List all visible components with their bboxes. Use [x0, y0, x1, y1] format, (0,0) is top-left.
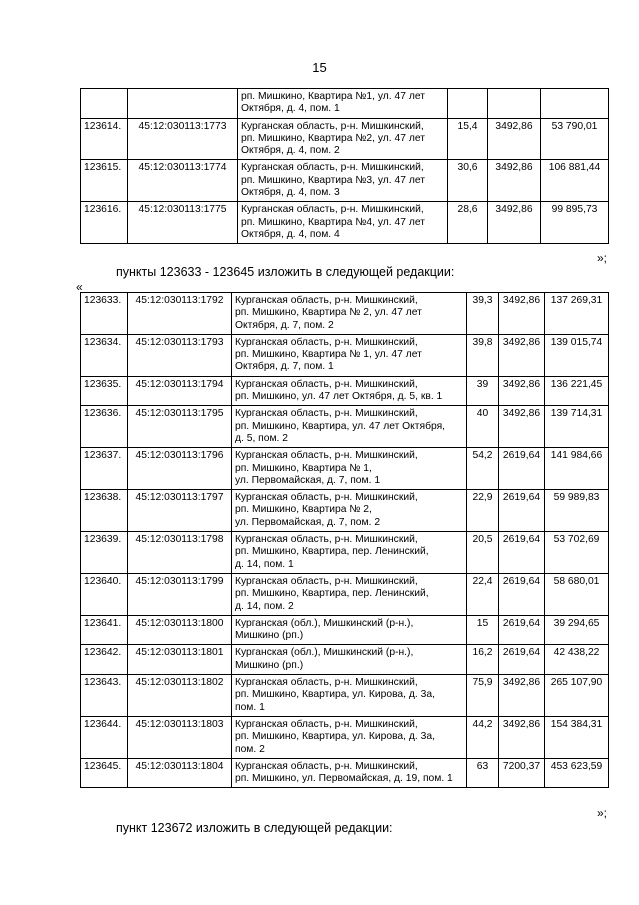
cell-sum: 136 221,45	[545, 376, 609, 406]
cell-sum: 58 680,01	[545, 573, 609, 615]
cell-rate: 2619,64	[499, 645, 545, 675]
cell-number: 123645.	[81, 758, 128, 788]
cell-area: 44,2	[467, 716, 499, 758]
cell-number: 123639.	[81, 532, 128, 574]
cell-sum: 137 269,31	[545, 293, 609, 335]
cell-area: 54,2	[467, 448, 499, 490]
cell-rate: 3492,86	[499, 675, 545, 717]
cell-rate: 3492,86	[488, 160, 541, 202]
cell-address	[232, 334, 467, 376]
cell-address	[232, 758, 467, 788]
address-line: Октября, д. 4, пом. 4	[241, 228, 340, 240]
cell-cadastral-number: 45:12:030113:1795	[128, 406, 232, 448]
table-body-2	[81, 293, 609, 788]
cell-area: 39	[467, 376, 499, 406]
address-line: Курганская область, р-н. Мишкинский,	[235, 378, 418, 390]
cell-cadastral-number: 45:12:030113:1792	[128, 293, 232, 335]
cell-address	[232, 406, 467, 448]
address-line: рп. Мишкино, Квартира №3, ул. 47 лет	[241, 174, 425, 186]
cell-number	[81, 89, 128, 119]
cell-number: 123634.	[81, 334, 128, 376]
cell-number: 123638.	[81, 490, 128, 532]
address-line: рп. Мишкино, Квартира № 1, ул. 47 лет	[235, 349, 422, 361]
cell-sum: 453 623,59	[545, 758, 609, 788]
cell-rate: 2619,64	[499, 532, 545, 574]
table-row	[81, 160, 609, 202]
cell-address	[232, 645, 467, 675]
opening-quote: «	[76, 280, 83, 294]
address-line: Курганская область, р-н. Мишкинский,	[235, 295, 418, 306]
cell-rate: 3492,86	[488, 118, 541, 160]
cell-sum: 53 702,69	[545, 532, 609, 574]
address-line: Октября, д. 4, пом. 3	[241, 187, 340, 199]
cell-sum: 141 984,66	[545, 448, 609, 490]
cell-area: 75,9	[467, 675, 499, 717]
address-line: Курганская область, р-н. Мишкинский,	[241, 162, 424, 174]
closing-quote-2: »;	[596, 806, 607, 820]
cell-address	[232, 293, 467, 335]
address-line: рп. Мишкино, Квартира № 2,	[235, 504, 372, 516]
address-line: Курганская область, р-н. Мишкинский,	[235, 450, 418, 462]
address-line: Курганская область, р-н. Мишкинский,	[235, 718, 418, 730]
instruction-text-1: пункты 123633 - 123645 изложить в следующей редакции:	[116, 265, 455, 279]
cell-number: 123615.	[81, 160, 128, 202]
cell-sum: 59 989,83	[545, 490, 609, 532]
cell-area: 63	[467, 758, 499, 788]
cell-area: 22,9	[467, 490, 499, 532]
cell-sum: 53 790,01	[541, 118, 609, 160]
address-line: рп. Мишкино, Квартира № 1,	[235, 462, 372, 474]
cell-rate: 3492,86	[499, 376, 545, 406]
table-row	[81, 202, 609, 244]
address-line: Мишкино (рп.)	[235, 659, 304, 671]
table-row	[81, 573, 609, 615]
cell-rate: 2619,64	[499, 448, 545, 490]
address-line: рп. Мишкино, Квартира, ул. Кирова, д. 3а,	[235, 731, 435, 743]
address-line: рп. Мишкино, Квартира №2, ул. 47 лет	[241, 132, 425, 144]
address-line: рп. Мишкино, Квартира, пер. Ленинский,	[235, 546, 429, 558]
table-row	[81, 118, 609, 160]
address-line: рп. Мишкино, Квартира №1, ул. 47 лет	[241, 91, 425, 102]
cell-sum: 42 438,22	[545, 645, 609, 675]
cell-cadastral-number: 45:12:030113:1798	[128, 532, 232, 574]
cell-area	[448, 89, 488, 119]
address-line: Октября, д. 7, пом. 2	[235, 319, 334, 331]
cell-number: 123644.	[81, 716, 128, 758]
address-line: Октября, д. 4, пом. 2	[241, 145, 340, 157]
address-line: Курганская (обл.), Мишкинский (р-н.),	[235, 617, 414, 629]
cell-cadastral-number: 45:12:030113:1797	[128, 490, 232, 532]
address-line: пом. 2	[235, 743, 265, 755]
address-line: Курганская область, р-н. Мишкинский,	[235, 336, 418, 348]
cell-cadastral-number: 45:12:030113:1773	[128, 118, 238, 160]
table-row	[81, 406, 609, 448]
cell-number: 123636.	[81, 406, 128, 448]
cell-sum: 154 384,31	[545, 716, 609, 758]
cell-cadastral-number: 45:12:030113:1801	[128, 645, 232, 675]
cell-address	[232, 615, 467, 645]
cell-area: 39,3	[467, 293, 499, 335]
cell-area: 28,6	[448, 202, 488, 244]
address-line: пом. 1	[235, 701, 265, 713]
address-line: Курганская область, р-н. Мишкинский,	[235, 408, 418, 420]
address-line: ул. Первомайская, д. 7, пом. 1	[235, 474, 381, 486]
address-line: рп. Мишкино, Квартира №4, ул. 47 лет	[241, 216, 425, 228]
address-line: Курганская (обл.), Мишкинский (р-н.),	[235, 647, 414, 659]
cell-area: 39,8	[467, 334, 499, 376]
cell-cadastral-number: 45:12:030113:1800	[128, 615, 232, 645]
cell-area: 20,5	[467, 532, 499, 574]
cell-sum	[541, 89, 609, 119]
table-row	[81, 89, 609, 119]
cell-address	[238, 89, 448, 119]
address-line: Мишкино (рп.)	[235, 630, 304, 642]
cell-rate: 7200,37	[499, 758, 545, 788]
table-row	[81, 376, 609, 406]
table-row	[81, 334, 609, 376]
cell-cadastral-number: 45:12:030113:1794	[128, 376, 232, 406]
cell-rate: 3492,86	[488, 202, 541, 244]
cell-number: 123614.	[81, 118, 128, 160]
cell-area: 16,2	[467, 645, 499, 675]
cell-area: 15,4	[448, 118, 488, 160]
cell-sum: 99 895,73	[541, 202, 609, 244]
cell-rate: 2619,64	[499, 615, 545, 645]
address-line: д. 5, пом. 2	[235, 432, 289, 444]
cell-address	[232, 490, 467, 532]
cell-sum: 139 714,31	[545, 406, 609, 448]
address-line: Октября, д. 7, пом. 1	[235, 361, 334, 373]
cell-number: 123637.	[81, 448, 128, 490]
cell-cadastral-number: 45:12:030113:1802	[128, 675, 232, 717]
cell-address	[238, 118, 448, 160]
cell-address	[238, 202, 448, 244]
address-line: д. 14, пом. 2	[235, 600, 294, 612]
cell-rate: 3492,86	[499, 406, 545, 448]
page-number: 15	[312, 60, 327, 75]
table-row	[81, 490, 609, 532]
cell-rate	[488, 89, 541, 119]
address-line: Октября, д. 4, пом. 1	[241, 103, 340, 115]
cell-number: 123643.	[81, 675, 128, 717]
cell-address	[232, 376, 467, 406]
cell-sum: 265 107,90	[545, 675, 609, 717]
address-line: Курганская область, р-н. Мишкинский,	[235, 534, 418, 546]
address-line: рп. Мишкино, Квартира, ул. 47 лет Октября,	[235, 420, 446, 432]
table-row	[81, 448, 609, 490]
cell-rate: 2619,64	[499, 490, 545, 532]
cell-area: 22,4	[467, 573, 499, 615]
cell-area: 40	[467, 406, 499, 448]
table-row	[81, 293, 609, 335]
cell-sum: 106 881,44	[541, 160, 609, 202]
cell-cadastral-number: 45:12:030113:1799	[128, 573, 232, 615]
address-line: Курганская область, р-н. Мишкинский,	[235, 677, 418, 689]
cell-number: 123642.	[81, 645, 128, 675]
cell-address	[232, 716, 467, 758]
cell-rate: 3492,86	[499, 293, 545, 335]
table-row	[81, 758, 609, 788]
cell-address	[232, 573, 467, 615]
instruction-text-2: пункт 123672 изложить в следующей редакции:	[116, 821, 393, 835]
cell-sum: 139 015,74	[545, 334, 609, 376]
address-line: Курганская область, р-н. Мишкинский,	[235, 492, 418, 504]
cell-address	[238, 160, 448, 202]
cell-address	[232, 675, 467, 717]
closing-quote-1: »;	[596, 251, 607, 265]
cell-cadastral-number: 45:12:030113:1796	[128, 448, 232, 490]
address-line: рп. Мишкино, Квартира, пер. Ленинский,	[235, 588, 429, 600]
cell-cadastral-number: 45:12:030113:1804	[128, 758, 232, 788]
cell-address	[232, 448, 467, 490]
address-line: рп. Мишкино, ул. 47 лет Октября, д. 5, кв. 1	[235, 391, 443, 403]
cell-rate: 3492,86	[499, 334, 545, 376]
address-line: ул. Первомайская, д. 7, пом. 2	[235, 516, 381, 528]
cell-rate: 3492,86	[499, 716, 545, 758]
cell-cadastral-number: 45:12:030113:1793	[128, 334, 232, 376]
address-line: рп. Мишкино, Квартира, ул. Кирова, д. 3а,	[235, 689, 435, 701]
table-row	[81, 645, 609, 675]
table-row	[81, 716, 609, 758]
cell-area: 15	[467, 615, 499, 645]
cell-number: 123635.	[81, 376, 128, 406]
cell-address	[232, 532, 467, 574]
address-line: д. 14, пом. 1	[235, 558, 294, 570]
table-row	[81, 675, 609, 717]
table-continued	[80, 88, 609, 244]
cell-rate: 2619,64	[499, 573, 545, 615]
table-row	[81, 532, 609, 574]
address-line: рп. Мишкино, ул. Первомайская, д. 19, пом. 1	[235, 773, 453, 785]
cell-cadastral-number	[128, 89, 238, 119]
table-row	[81, 615, 609, 645]
cell-sum: 39 294,65	[545, 615, 609, 645]
table-amended	[80, 292, 609, 788]
cell-cadastral-number: 45:12:030113:1774	[128, 160, 238, 202]
address-line: Курганская область, р-н. Мишкинский,	[235, 575, 418, 587]
table-body-1	[81, 89, 609, 244]
cell-cadastral-number: 45:12:030113:1803	[128, 716, 232, 758]
cell-area: 30,6	[448, 160, 488, 202]
cell-number: 123640.	[81, 573, 128, 615]
cell-number: 123641.	[81, 615, 128, 645]
address-line: Курганская область, р-н. Мишкинский,	[241, 204, 424, 216]
cell-number: 123616.	[81, 202, 128, 244]
address-line: Курганская область, р-н. Мишкинский,	[235, 760, 418, 772]
cell-number: 123633.	[81, 293, 128, 335]
cell-cadastral-number: 45:12:030113:1775	[128, 202, 238, 244]
address-line: Курганская область, р-н. Мишкинский,	[241, 120, 424, 132]
address-line: рп. Мишкино, Квартира № 2, ул. 47 лет	[235, 307, 422, 319]
